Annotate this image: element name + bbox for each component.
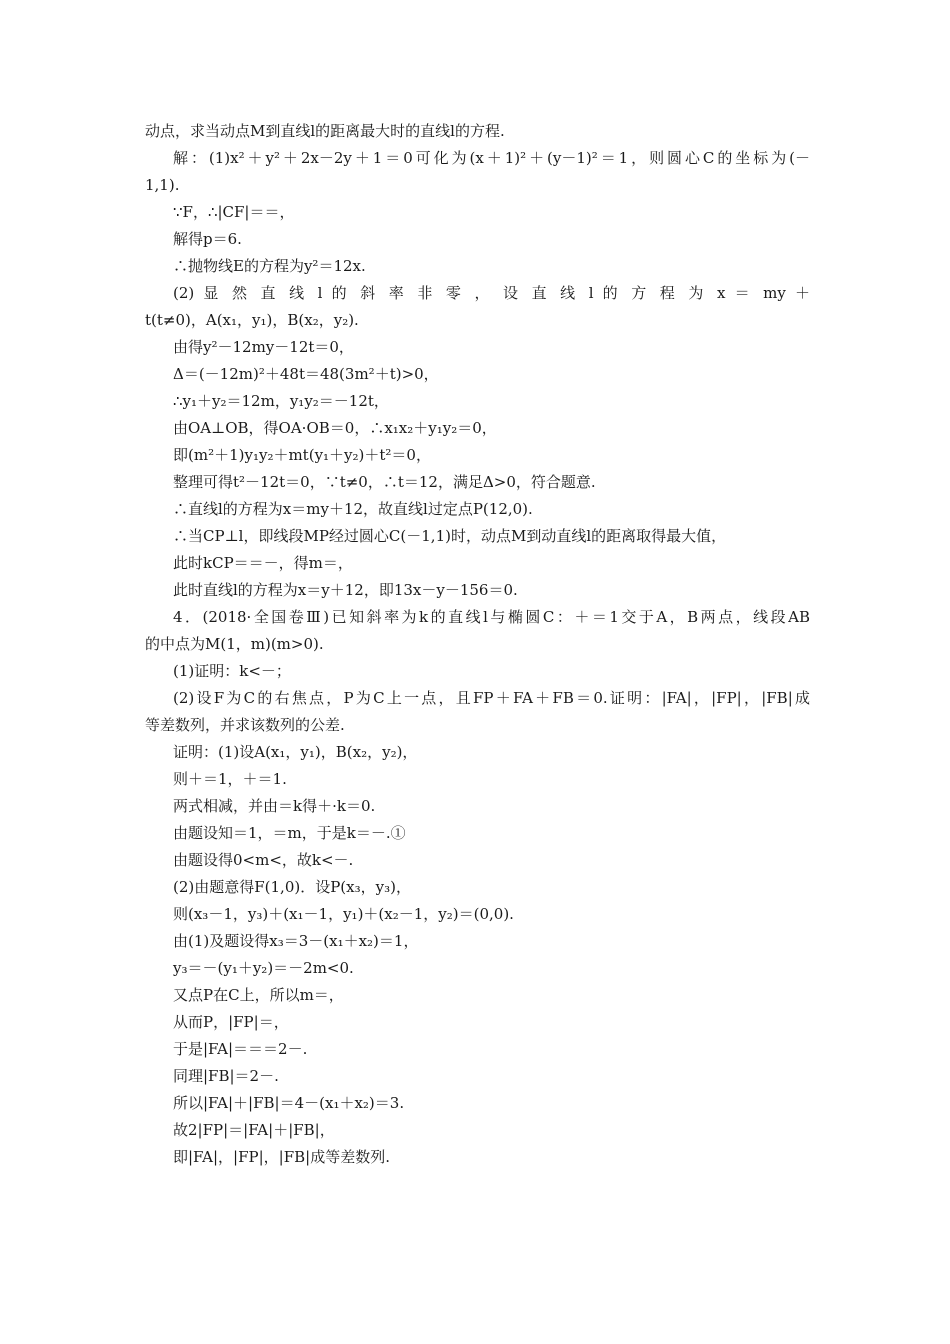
text-line: 又点P在C上，所以m＝，	[173, 986, 344, 1004]
text-line: ∴抛物线E的方程为y²＝12x.	[173, 257, 366, 275]
text-line: Δ＝(－12m)²＋48t＝48(3m²＋t)>0，	[173, 365, 439, 383]
text-line: (1)证明：k<－；	[173, 662, 291, 680]
text-line: 即|FA|，|FP|，|FB|成等差数列.	[173, 1148, 390, 1166]
text-line: 解得p＝6.	[173, 230, 242, 248]
text-line: 此时kCP＝＝－，得m＝，	[173, 554, 353, 572]
text-line: 1,1).	[145, 176, 180, 194]
text-line: 从而P，|FP|＝，	[173, 1013, 289, 1031]
text-line: 证明：(1)设A(x₁，y₁)，B(x₂，y₂)，	[173, 743, 418, 761]
document-body	[145, 118, 810, 1171]
text-line: 动点，求当动点M到直线l的距离最大时的直线l的方程.	[145, 122, 505, 140]
text-line: 由题设得0<m<，故k<－.	[173, 851, 354, 869]
text-line: ∵F，∴|CF|＝＝，	[173, 203, 295, 221]
text-line: 则＋＝1，＋＝1.	[173, 770, 287, 788]
text-line: 即(m²＋1)y₁y₂＋mt(y₁＋y₂)＋t²＝0，	[173, 446, 431, 464]
text-line: 整理可得t²－12t＝0，∵t≠0，∴t＝12，满足Δ>0，符合题意.	[173, 473, 596, 491]
text-line: ∴直线l的方程为x＝my＋12，故直线l过定点P(12,0).	[173, 500, 533, 518]
text-line: 此时直线l的方程为x＝y＋12，即13x－y－156＝0.	[173, 581, 518, 599]
text-line: 故2|FP|＝|FA|＋|FB|，	[173, 1121, 335, 1139]
text-line: 解：(1)x²＋y²＋2x－2y＋1＝0可化为(x＋1)²＋(y－1)²＝1，则圆心C的坐标为(－	[173, 149, 810, 167]
text-line: 等差数列，并求该数列的公差.	[145, 716, 345, 734]
text-line: ∴y₁＋y₂＝12m，y₁y₂＝－12t，	[173, 392, 389, 410]
text-line: 由得y²－12my－12t＝0，	[173, 338, 354, 356]
text-line: 由(1)及题设得x₃＝3－(x₁＋x₂)＝1，	[173, 932, 419, 950]
text-line: (2) 显 然 直 线 l 的 斜 率 非 零 ， 设 直 线 l 的 方 程 为 x ＝ my ＋	[173, 284, 810, 302]
text-line: 4．(2018·全国卷Ⅲ)已知斜率为k的直线l与椭圆C：＋＝1交于A，B两点，线段AB	[173, 608, 810, 626]
text-line: (2)由题意得F(1,0)．设P(x₃，y₃)，	[173, 878, 411, 896]
text-line: (2)设F为C的右焦点，P为C上一点，且FP＋FA＋FB＝0.证明：|FA|，|FP|，|FB|成	[173, 689, 810, 707]
text-line: 由OA⊥OB，得OA·OB＝0，∴x₁x₂＋y₁y₂＝0，	[173, 419, 497, 437]
text-line: ∴当CP⊥l，即线段MP经过圆心C(－1,1)时，动点M到动直线l的距离取得最大值，	[173, 527, 727, 545]
text-line: 同理|FB|＝2－.	[173, 1067, 279, 1085]
text-line: 于是|FA|＝＝＝2－.	[173, 1040, 308, 1058]
text-line: 则(x₃－1，y₃)＋(x₁－1，y₁)＋(x₂－1，y₂)＝(0,0).	[173, 905, 514, 923]
text-line: 两式相减，并由＝k得＋·k＝0.	[173, 797, 376, 815]
text-line: y₃＝－(y₁＋y₂)＝－2m<0.	[173, 959, 354, 977]
text-line: 所以|FA|＋|FB|＝4－(x₁＋x₂)＝3.	[173, 1094, 405, 1112]
text-line: 的中点为M(1，m)(m>0).	[145, 635, 324, 653]
text-line: t(t≠0)，A(x₁，y₁)，B(x₂，y₂).	[145, 311, 359, 329]
text-line: 由题设知＝1，＝m，于是k＝－.①	[173, 824, 406, 842]
